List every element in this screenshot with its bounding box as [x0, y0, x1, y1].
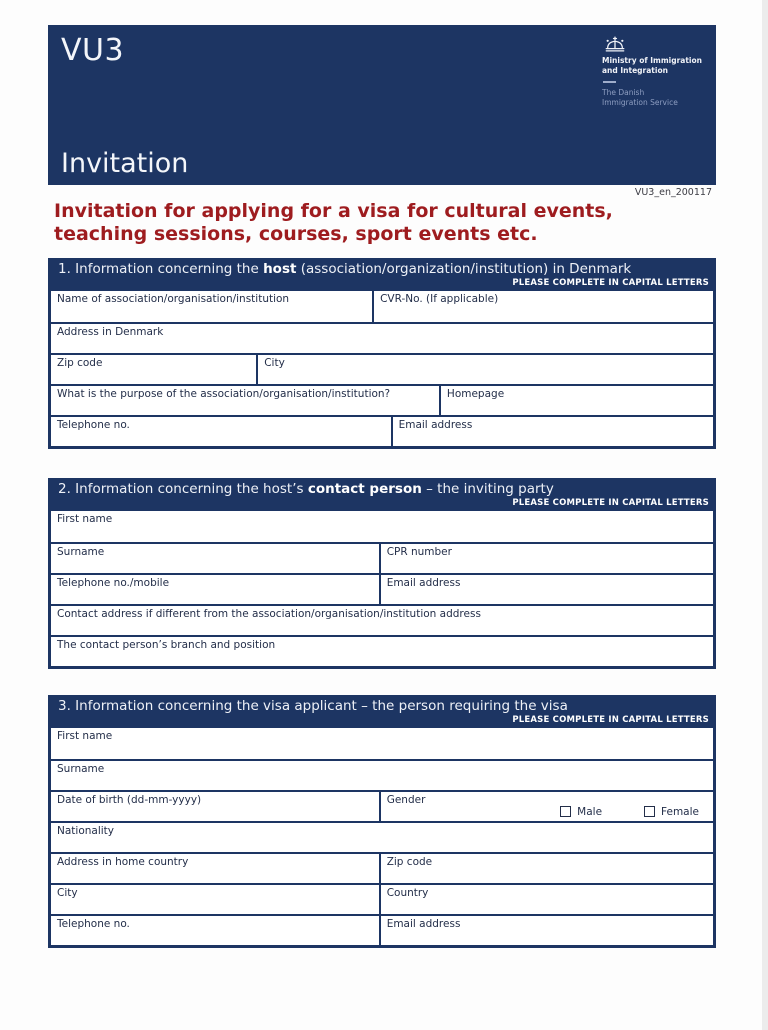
form-title: Invitation: [61, 148, 189, 179]
field-contact-address[interactable]: Contact address if different from the association/organisation/institution address: [57, 607, 481, 620]
ministry-name: Ministry of Immigration and Integration: [602, 56, 702, 76]
form-row: [51, 852, 713, 883]
form-row: [51, 635, 713, 666]
field-host-email[interactable]: Email address: [391, 417, 713, 446]
field-nationality[interactable]: Nationality: [57, 824, 115, 837]
scan-edge: [762, 0, 768, 1030]
section-2-header: [48, 478, 716, 511]
field-applicant-first-name[interactable]: First name: [57, 729, 113, 742]
field-cpr-number[interactable]: CPR number: [379, 544, 713, 573]
main-title: [54, 200, 714, 246]
field-applicant-city[interactable]: City: [57, 886, 78, 899]
form-code: VU3: [61, 33, 125, 68]
crown-icon: [604, 36, 626, 52]
form-row: [51, 604, 713, 635]
form-row: [51, 322, 713, 353]
form-row: [51, 790, 713, 821]
gender-options: [560, 806, 707, 821]
section-1-header: [48, 258, 716, 291]
section-2-body: [48, 511, 716, 669]
field-contact-telephone[interactable]: Telephone no./mobile: [57, 576, 170, 589]
form-row: [51, 759, 713, 790]
main-title-line1: Invitation for applying for a visa for cultural events,: [54, 200, 613, 222]
section-visa-applicant: [48, 695, 716, 948]
field-country[interactable]: Country: [379, 885, 713, 914]
field-homepage[interactable]: Homepage: [439, 386, 713, 415]
form-row: [51, 511, 713, 542]
form-row: [51, 914, 713, 945]
capital-letters-note: PLEASE COMPLETE IN CAPITAL LETTERS: [512, 714, 709, 725]
field-host-city[interactable]: City: [256, 355, 713, 384]
form-row: [51, 542, 713, 573]
capital-letters-note: PLEASE COMPLETE IN CAPITAL LETTERS: [512, 497, 709, 508]
field-association-name[interactable]: Name of association/organisation/institution: [57, 292, 290, 305]
field-address-denmark[interactable]: Address in Denmark: [57, 325, 164, 338]
field-applicant-surname[interactable]: Surname: [57, 762, 105, 775]
section-contact-person: [48, 478, 716, 669]
ministry-logo: [602, 36, 702, 109]
section-1-body: [48, 291, 716, 449]
form-banner: [48, 25, 716, 185]
gender-option-female: Female: [644, 806, 699, 818]
form-row: [51, 573, 713, 604]
field-gender: Gender Male Female: [379, 792, 713, 821]
section-2-heading: 2. Information concerning the host’s contact person – the inviting party: [58, 481, 554, 497]
section-1-heading: 1. Information concerning the host (association/organization/institution) in Denmark: [58, 261, 632, 277]
checkbox-female[interactable]: [644, 806, 655, 817]
gender-option-male: Male: [560, 806, 602, 818]
section-3-header: [48, 695, 716, 728]
section-3-body: [48, 728, 716, 948]
agency-name: The Danish Immigration Service: [602, 88, 678, 108]
version-label: VU3_en_200117: [634, 187, 712, 198]
section-host: [48, 258, 716, 449]
field-host-telephone[interactable]: Telephone no.: [57, 418, 130, 431]
field-applicant-telephone[interactable]: Telephone no.: [57, 917, 130, 930]
field-applicant-email[interactable]: Email address: [379, 916, 713, 945]
form-row: [51, 728, 713, 759]
form-row: [51, 291, 713, 322]
capital-letters-note: PLEASE COMPLETE IN CAPITAL LETTERS: [512, 277, 709, 288]
form-row: [51, 883, 713, 914]
section-3-heading: 3. Information concerning the visa applicant – the person requiring the visa: [58, 698, 568, 714]
form-row: [51, 415, 713, 446]
field-contact-email[interactable]: Email address: [379, 575, 713, 604]
field-host-zip-code[interactable]: Zip code: [57, 356, 103, 369]
checkbox-male[interactable]: [560, 806, 571, 817]
logo-divider: [603, 81, 616, 83]
field-applicant-zip-code[interactable]: Zip code: [379, 854, 713, 883]
field-contact-first-name[interactable]: First name: [57, 512, 113, 525]
form-row: [51, 821, 713, 852]
field-branch-position[interactable]: The contact person’s branch and position: [57, 638, 276, 651]
field-contact-surname[interactable]: Surname: [57, 545, 105, 558]
field-date-of-birth[interactable]: Date of birth (dd-mm-yyyy): [57, 793, 202, 806]
form-row: [51, 384, 713, 415]
field-home-address[interactable]: Address in home country: [57, 855, 189, 868]
form-row: [51, 353, 713, 384]
field-cvr-no[interactable]: CVR-No. (If applicable): [372, 291, 713, 322]
field-association-purpose[interactable]: What is the purpose of the association/organisation/institution?: [57, 387, 391, 400]
main-title-line2: teaching sessions, courses, sport events etc.: [54, 223, 538, 246]
